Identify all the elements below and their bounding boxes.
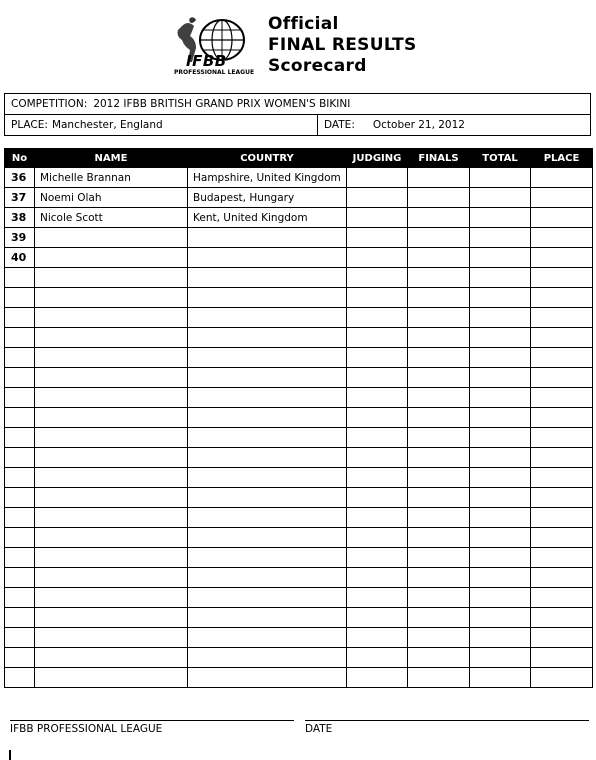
cell-place <box>531 368 593 388</box>
signature-league <box>10 720 294 735</box>
cell-country <box>188 488 347 508</box>
table-row <box>5 648 593 668</box>
cell-finals <box>408 228 470 248</box>
table-row <box>5 428 593 448</box>
place-cell <box>5 115 318 135</box>
cell-judging <box>347 388 408 408</box>
cell-country <box>188 288 347 308</box>
cell-place <box>531 288 593 308</box>
cell-finals <box>408 248 470 268</box>
cell-judging <box>347 468 408 488</box>
cell-no: 37 <box>5 188 35 208</box>
cell-finals <box>408 528 470 548</box>
cell-country: Kent, United Kingdom <box>188 208 347 228</box>
table-row <box>5 588 593 608</box>
cell-judging <box>347 228 408 248</box>
document-title <box>268 14 417 77</box>
cell-judging <box>347 488 408 508</box>
competition-label: COMPETITION: <box>11 98 88 110</box>
table-row <box>5 448 593 468</box>
cell-total <box>470 388 531 408</box>
cell-name <box>35 268 188 288</box>
cell-country <box>188 548 347 568</box>
cell-total <box>470 668 531 688</box>
cell-name <box>35 328 188 348</box>
cell-total <box>470 548 531 568</box>
cell-country <box>188 468 347 488</box>
cell-place <box>531 308 593 328</box>
cell-place <box>531 508 593 528</box>
cell-judging <box>347 508 408 528</box>
signature-line <box>10 720 294 721</box>
cell-name: Noemi Olah <box>35 188 188 208</box>
cell-finals <box>408 428 470 448</box>
cell-country <box>188 628 347 648</box>
cell-no <box>5 528 35 548</box>
table-row <box>5 308 593 328</box>
cell-no <box>5 428 35 448</box>
table-row <box>5 328 593 348</box>
cell-name <box>35 608 188 628</box>
cell-name <box>35 648 188 668</box>
cell-judging <box>347 248 408 268</box>
cell-judging <box>347 268 408 288</box>
cell-place <box>531 588 593 608</box>
cell-total <box>470 208 531 228</box>
cell-finals <box>408 588 470 608</box>
cell-total <box>470 248 531 268</box>
title-line-1: Official <box>268 14 339 34</box>
cell-place <box>531 528 593 548</box>
cell-judging <box>347 568 408 588</box>
header-no: No <box>5 149 35 168</box>
cell-no <box>5 568 35 588</box>
cell-no <box>5 548 35 568</box>
cell-country <box>188 248 347 268</box>
title-line-2: FINAL RESULTS <box>268 35 417 55</box>
cell-place <box>531 428 593 448</box>
cell-judging <box>347 328 408 348</box>
cell-country <box>188 568 347 588</box>
cell-judging <box>347 408 408 428</box>
cell-no <box>5 668 35 688</box>
cell-no: 39 <box>5 228 35 248</box>
table-row <box>5 388 593 408</box>
cell-place <box>531 188 593 208</box>
cell-country <box>188 268 347 288</box>
cell-finals <box>408 648 470 668</box>
cell-place <box>531 468 593 488</box>
table-row <box>5 568 593 588</box>
cell-finals <box>408 288 470 308</box>
cell-name <box>35 288 188 308</box>
table-row <box>5 488 593 508</box>
cell-place <box>531 548 593 568</box>
cell-name <box>35 348 188 368</box>
cell-country: Budapest, Hungary <box>188 188 347 208</box>
cell-finals <box>408 328 470 348</box>
cell-total <box>470 328 531 348</box>
cell-total <box>470 528 531 548</box>
cell-finals <box>408 268 470 288</box>
date-label: DATE: <box>324 119 355 131</box>
cell-name <box>35 488 188 508</box>
results-table-body <box>5 168 593 688</box>
cell-no <box>5 368 35 388</box>
results-table <box>4 148 593 688</box>
table-row <box>5 228 593 248</box>
cell-country <box>188 348 347 368</box>
cell-finals <box>408 368 470 388</box>
cell-total <box>470 508 531 528</box>
cell-country: Hampshire, United Kingdom <box>188 168 347 188</box>
table-header-row <box>5 149 593 168</box>
cell-judging <box>347 608 408 628</box>
cell-total <box>470 588 531 608</box>
table-row <box>5 668 593 688</box>
cell-no <box>5 628 35 648</box>
cell-country <box>188 408 347 428</box>
cell-no <box>5 488 35 508</box>
table-row <box>5 608 593 628</box>
cell-no <box>5 288 35 308</box>
cell-place <box>531 488 593 508</box>
cell-name: Nicole Scott <box>35 208 188 228</box>
cell-place <box>531 648 593 668</box>
cell-place <box>531 328 593 348</box>
title-line-3: Scorecard <box>268 56 367 76</box>
competition-cell <box>5 94 350 114</box>
table-row <box>5 628 593 648</box>
cell-finals <box>408 168 470 188</box>
table-row <box>5 288 593 308</box>
table-row <box>5 508 593 528</box>
competition-value: 2012 IFBB BRITISH GRAND PRIX WOMEN'S BIKINI <box>93 98 351 110</box>
cell-no <box>5 268 35 288</box>
cell-place <box>531 268 593 288</box>
cell-judging <box>347 428 408 448</box>
cell-total <box>470 428 531 448</box>
cell-name <box>35 508 188 528</box>
signature-date-label: DATE <box>305 723 333 735</box>
cell-judging <box>347 548 408 568</box>
cell-finals <box>408 508 470 528</box>
place-date-row <box>5 114 590 135</box>
cell-total <box>470 628 531 648</box>
cell-judging <box>347 308 408 328</box>
table-row <box>5 528 593 548</box>
cell-finals <box>408 348 470 368</box>
table-row <box>5 468 593 488</box>
table-row <box>5 548 593 568</box>
logo-subtext: PROFESSIONAL LEAGUE <box>174 69 255 76</box>
cell-country <box>188 388 347 408</box>
cell-country <box>188 428 347 448</box>
cell-country <box>188 668 347 688</box>
cell-judging <box>347 588 408 608</box>
header-finals: FINALS <box>408 149 470 168</box>
header-judging: JUDGING <box>347 149 408 168</box>
cell-place <box>531 668 593 688</box>
cell-finals <box>408 448 470 468</box>
cell-country <box>188 528 347 548</box>
cell-place <box>531 348 593 368</box>
cell-finals <box>408 568 470 588</box>
cell-total <box>470 648 531 668</box>
cell-name <box>35 548 188 568</box>
cell-place <box>531 248 593 268</box>
cell-judging <box>347 348 408 368</box>
cell-no <box>5 608 35 628</box>
cell-country <box>188 328 347 348</box>
cell-country <box>188 308 347 328</box>
logo-text: IFBB <box>186 52 227 70</box>
header-country: COUNTRY <box>188 149 347 168</box>
cell-name <box>35 408 188 428</box>
cell-place <box>531 168 593 188</box>
cell-name <box>35 528 188 548</box>
cell-name <box>35 428 188 448</box>
cell-name <box>35 468 188 488</box>
text-cursor <box>9 750 11 760</box>
table-row <box>5 248 593 268</box>
signature-line <box>305 720 589 721</box>
cell-country <box>188 608 347 628</box>
cell-no <box>5 508 35 528</box>
cell-total <box>470 408 531 428</box>
cell-total <box>470 608 531 628</box>
cell-total <box>470 228 531 248</box>
cell-name <box>35 448 188 468</box>
table-row <box>5 168 593 188</box>
cell-place <box>531 228 593 248</box>
cell-judging <box>347 168 408 188</box>
cell-name <box>35 628 188 648</box>
date-cell <box>318 115 465 135</box>
cell-country <box>188 648 347 668</box>
cell-finals <box>408 188 470 208</box>
table-row <box>5 368 593 388</box>
place-value: Manchester, England <box>51 119 163 131</box>
cell-country <box>188 448 347 468</box>
cell-no: 38 <box>5 208 35 228</box>
cell-finals <box>408 668 470 688</box>
cell-finals <box>408 548 470 568</box>
cell-finals <box>408 388 470 408</box>
competition-info-box <box>4 93 591 136</box>
cell-no: 40 <box>5 248 35 268</box>
header-name: NAME <box>35 149 188 168</box>
table-row <box>5 208 593 228</box>
ifbb-logo <box>170 16 262 80</box>
signature-league-label: IFBB PROFESSIONAL LEAGUE <box>10 723 163 735</box>
cell-finals <box>408 468 470 488</box>
cell-total <box>470 348 531 368</box>
header-total: TOTAL <box>470 149 531 168</box>
cell-country <box>188 588 347 608</box>
cell-name <box>35 248 188 268</box>
cell-name <box>35 228 188 248</box>
cell-judging <box>347 628 408 648</box>
cell-finals <box>408 628 470 648</box>
cell-country <box>188 508 347 528</box>
cell-judging <box>347 188 408 208</box>
cell-no <box>5 408 35 428</box>
cell-place <box>531 628 593 648</box>
cell-total <box>470 268 531 288</box>
table-row <box>5 408 593 428</box>
cell-name <box>35 368 188 388</box>
place-label: PLACE: <box>11 119 48 131</box>
cell-finals <box>408 408 470 428</box>
cell-name <box>35 308 188 328</box>
cell-no <box>5 348 35 368</box>
cell-total <box>470 488 531 508</box>
cell-no: 36 <box>5 168 35 188</box>
cell-name <box>35 668 188 688</box>
signature-date <box>305 720 589 735</box>
cell-total <box>470 308 531 328</box>
cell-place <box>531 388 593 408</box>
cell-finals <box>408 488 470 508</box>
cell-total <box>470 468 531 488</box>
cell-place <box>531 448 593 468</box>
cell-judging <box>347 208 408 228</box>
cell-place <box>531 408 593 428</box>
cell-no <box>5 448 35 468</box>
cell-place <box>531 608 593 628</box>
cell-name: Michelle Brannan <box>35 168 188 188</box>
cell-country <box>188 368 347 388</box>
cell-no <box>5 388 35 408</box>
cell-name <box>35 588 188 608</box>
cell-judging <box>347 528 408 548</box>
date-value: October 21, 2012 <box>372 119 465 131</box>
cell-no <box>5 308 35 328</box>
table-row <box>5 188 593 208</box>
cell-judging <box>347 648 408 668</box>
cell-judging <box>347 288 408 308</box>
cell-no <box>5 648 35 668</box>
cell-place <box>531 208 593 228</box>
cell-name <box>35 568 188 588</box>
cell-total <box>470 188 531 208</box>
cell-finals <box>408 608 470 628</box>
cell-finals <box>408 308 470 328</box>
cell-judging <box>347 668 408 688</box>
table-row <box>5 268 593 288</box>
cell-no <box>5 468 35 488</box>
cell-place <box>531 568 593 588</box>
cell-country <box>188 228 347 248</box>
table-row <box>5 348 593 368</box>
cell-no <box>5 328 35 348</box>
cell-no <box>5 588 35 608</box>
cell-judging <box>347 448 408 468</box>
cell-total <box>470 288 531 308</box>
cell-finals <box>408 208 470 228</box>
competition-row <box>5 94 590 114</box>
header-place: PLACE <box>531 149 593 168</box>
cell-total <box>470 568 531 588</box>
cell-judging <box>347 368 408 388</box>
cell-total <box>470 448 531 468</box>
cell-name <box>35 388 188 408</box>
cell-total <box>470 168 531 188</box>
cell-total <box>470 368 531 388</box>
